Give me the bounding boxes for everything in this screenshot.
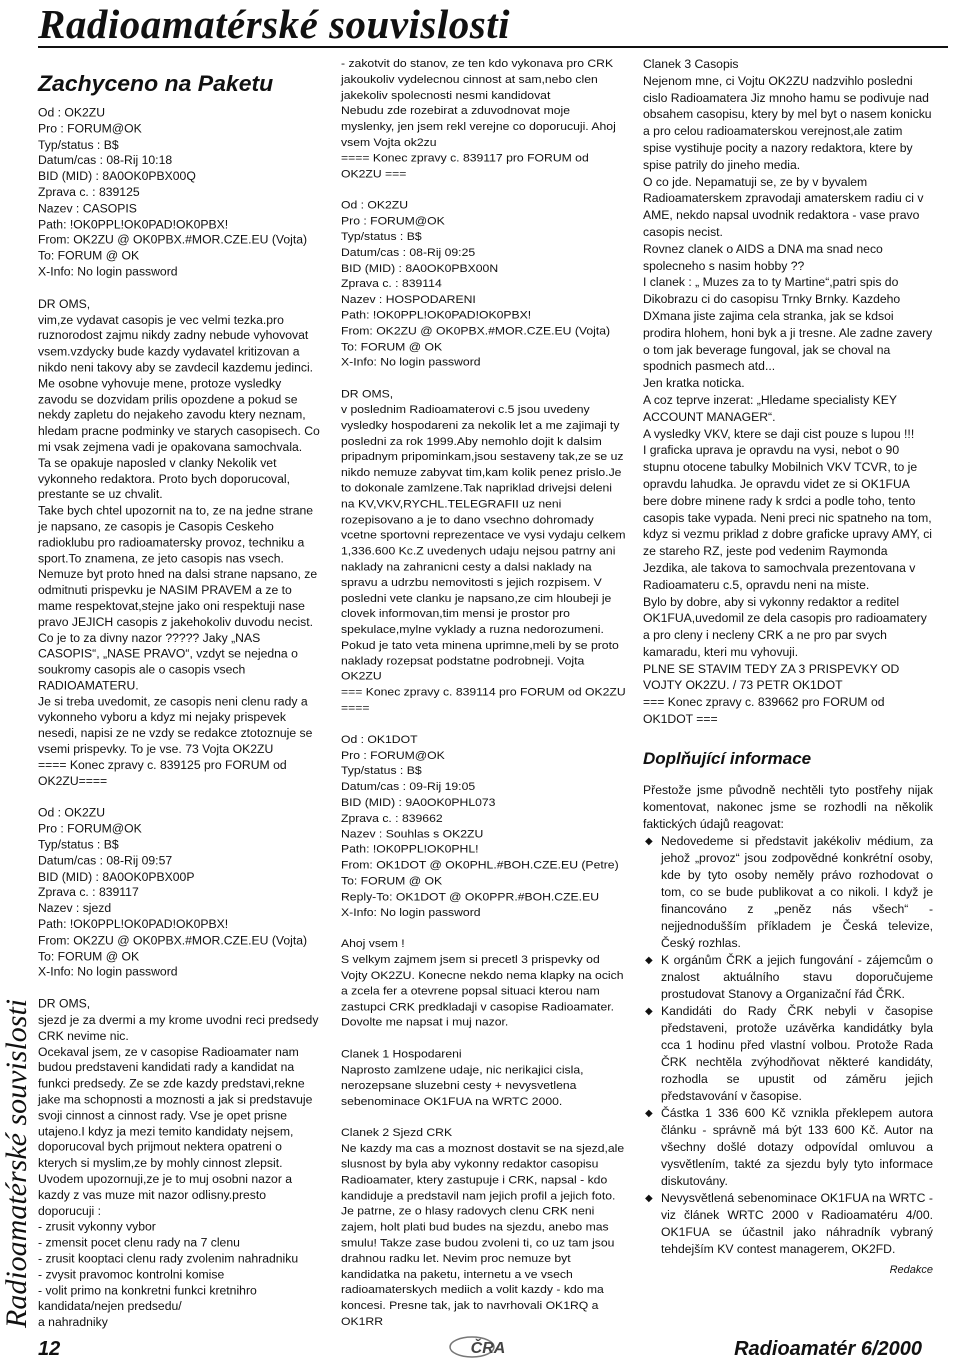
cra-logo-text: ČRA xyxy=(470,1340,506,1357)
column-3 xyxy=(643,56,933,1279)
message-body: - zakotvit do stanov, ze ten kdo vykonava pro CRK jakoukoliv vydelecnou cinnost at sam,nebo clen jakekoliv spolecnosti nesmi kandidovat Nebudu zde rozebirat a zduvodnovat moje myslenky, jen jsem rekl verejne co doporucuji. Ahoj vsem Vojta ok2zu ==== Konec zpravy c. 839117 pro FORUM od OK2ZU === xyxy=(341,56,616,180)
section-title: Zachyceno na Paketu xyxy=(38,71,274,96)
info-bullet-list xyxy=(643,833,933,1258)
diamond-bullet-icon: ◆ xyxy=(645,1005,653,1017)
side-label-text: Radioamatérské souvislosti xyxy=(0,998,33,1328)
message-header: Od : OK2ZU Pro : FORUM@OK Typ/status : B$ Datum/cas : 08-Rij 09:57 BID (MID) : 8A0OK0PBX00P Zprava c. : 839117 Nazev : sjezd Path: !OK0PPL!OK0PAD!OK0PBX! From: OK2ZU @ OK0PBX.#MOR.CZE.EU (Vojta) To: FORUM @ OK X-Info: No login password xyxy=(38,806,308,979)
column-2 xyxy=(341,56,626,1329)
message-body: Clanek 1 Hospodareni Naprosto zamlzene udaje, nic nerikajici cisla, nerozepsane sluzebni cesty + nevysvetlena sebenominace OK1FUA na WRTC 2000. xyxy=(341,1047,584,1108)
message-header: Od : OK2ZU Pro : FORUM@OK Typ/status : B$ Datum/cas : 08-Rij 09:25 BID (MID) : 8A0OK0PBX00N Zprava c. : 839114 Nazev : HOSPODARENI Path: !OK0PPL!OK0PAD!OK0PBX! From: OK2ZU @ OK0PBX.#MOR.CZE.EU (Vojta) To: FORUM @ OK X-Info: No login password xyxy=(341,198,611,369)
diamond-bullet-icon: ◆ xyxy=(645,835,653,847)
info-bullet: ◆ K orgánům ČRK a jejich fungování - zájemcům o znalost aktuálního stavu doporučujeme prostudovat Stanovy a Organizační řád ČRK. xyxy=(645,952,933,1001)
info-title: Doplňující informace xyxy=(643,748,812,768)
masthead xyxy=(38,2,948,46)
message-body: Clanek 2 Sjezd CRK Ne kazdy ma cas a moznost dostavit se na sjezd,ale slusnost by byla aby vykonny redaktor casopisu Radioamater, ktery zastupuje i CRK, napsal - kdo kandiduje a predstavil nam jejich profil a jejich foto. Je patrne, ze o hlasy radovych clenu CRK neni zajem, holt plati bud budes na sjezdu, anebo mas smulu! Takze zase budou zvoleni ti, co uz tam jsou drahnou radku let. Nevim proc nemuze byt kandidatka na paketu, internetu a ve vsech radioamaterskych mediich a volit kazdy - kdo ma koncesi. Presne tak, jak to navrhovali OK1RQ a OK1RR xyxy=(341,1126,625,1328)
message-body: Ahoj vsem ! S velkym zajmem jsem si precetl 3 prispevky od Vojty OK2ZU. Konecne nekdo nema klapky na ocich a zcela fer a otevrene popsal situaci kterou nam zastupci CRK predkladaji v casopise Radioamater. Dovolte me napsat i muj nazor. xyxy=(341,937,624,1029)
message-body: DR OMS, sjezd je za dvermi a my krome uvodni reci predsedy CRK nevime nic. Ocekaval jsem, ze v casopise Radioamater nam budou predstaveni kandidati rady a kandidat na funkci predsedy. Ze se zde kazdy predstavi,rekne jake ma schopnosti a moznosti a jak si predstavuje svoji cinnost a cinnost rady. Vse je opet prisne utajeno.I kdyz ja mezi temito kandidaty nejsem, doporucoval bych prijmout nektera opatreni o kterych si myslim,ze by mohly cinnost zlepsit. Uvodem upozornuji,ze je to muj osobni nazor a kazdy z vas muze mit nazor odlisny.presto doporucuji : - zrusit vykonny vybor - zmensit pocet clenu rady na 7 clenu - zrusit kooptaci clenu rady zvolenim nahradniku - zvysit pravomoc kontrolni komise - volit primo na konkretni funkci kretnihro kandidata/nejen predsedu/ a nahradniky xyxy=(38,997,319,1329)
signature: Redakce xyxy=(889,1263,933,1276)
message-body: Clanek 3 Casopis Nejenom mne, ci Vojtu OK2ZU nadzvihlo posledni cislo Radioamatera Jiz mnoho hamu se podivuje nad obsahem casopisu, ktery by mel byt o nasem konicku a pro celou radioamaterskou verejnost,ale zatim spise vystihuje pocity a nazory redaktora, ktere by spise patrily do jineho media. O co jde. Nepamatuji se, ze by v byvalem Radioamaterskem zpravodaji amaterskem radiu ci v AME, nekdo napsal uvodnik redaktora - vase pravo casopis necist. Rovnez clanek o AIDS a DNA ma snad neco spolecneho s nasim hobby ?? I clanek : „ Muzes za to ty Martine“,patri spis do Dikobrazu ci do casopisu Trnky Brnky. Kazdeho DXmana jiste zajima cela stranka, jak se kdsoi prodira hlohem, honi byk a ji tresne. Ale zadne zavery o tom jak beverage fungoval, jak se choval na spodnich pasmech atd... Jen kratka noticka. A coz teprve inzerat: „Hledame specialisty KEY ACCOUNT MANAGER“. A vysledky VKV, ktere se daji cist pouze s lupou !!! I graficka uprava je opravdu na vysi, nebot o 90 stupnu otocene tabulky Mobilnich VKV TCVR, to je opravdu lahudka. Je opravdu videt ze si OK1FUA bere dobre minene rady k srdci a podle toho, tento casopis take vypada. Neni preci nic spatneho na tom, kdyz si vezmu priklad z dobre graficke upravy AMY, ci ze stareho RZ, jeste pod vedenim Raymonda Jezdika, ale takova to samochvala prezentovana v Radioamateru c.5, opravdu neni na miste. Bylo by dobre, aby si vykonny redaktor a reditel OK1FUA,uvedomil ze dela casopis pro radioamatery a pro cleny i necleny CRK a ne pro par svych kamaradu, kteri mu vyhovuji. PLNE SE STAVIM TEDY ZA 3 PRISPEVKY OD VOJTY OK2ZU. / 73 PETR OK1DOT === Konec zpravy c. 839662 pro FORUM od OK1DOT === xyxy=(643,57,933,727)
cra-logo xyxy=(448,1336,528,1358)
info-bullet: ◆ Nedovedeme si představit jakékoliv médium, za jehož „provoz“ jsou zodpovědné konkrétní osoby, kde by tyto osoby neměly právo rozhodovat o tom, co se bude publikovat a co nikoli. I když je financováno z „peněz nás všech“ - nejjednodušším příkladem je Česká televize, Český rozhlas. xyxy=(645,833,933,950)
page-number: 12 xyxy=(38,1338,61,1360)
diamond-bullet-icon: ◆ xyxy=(645,1107,653,1119)
info-intro: Přestože jsme původně nechtěli tyto postřehy nijak komentovat, nakonec jsme se rozhodli na několik faktických údajů reagovat: xyxy=(643,782,933,831)
message-body: DR OMS, vim,ze vydavat casopis je vec velmi tezka.pro ruznorodost zajmu nikdy zadny nebude vyhovovat vsem.vzdycky bude kazdy vydavatel kritizovan a nikdo neni takovy aby se zavdecil kazdemu jedinci. Me osobne vyhovuje mene, protoze vysledky zavodu se dozvidam prilis opozdene a pokud se nekdy zapletu do nejakeho zavodu ktery neznam, hledam pracne podminky ve starych casopisech. Co mi vsak zejmena vadi je opakovana samochvala. Ta se opakuje naposled v clanky Nekolik vet vykonneho redaktora. Proto bych doporucoval, prestante se uz chvalit. Take bych chtel upozornit na to, ze na jedne strane je napsano, ze casopis je Casopis Ceskeho radioklubu pro radioamatersky provoz, techniku a sport.To znamena, ze jeto casopis nas vsech. Nemuze byt proto hned na dalsi strane napsano, ze odmitnuti prispevku je NASIM PRAVEM a ze to mame respektovat,stejne jako oni respektuji nase pravo JEJICH casopis z jakehokoliv duvodu necist. Co je to za divny nazor ????? Jaky „NAS CASOPIS“, „NASE PRAVO“, vzdyt se nejedna o soukromy casopis ale o casopis vsech RADIOAMATERU. Je si treba uvedomit, ze casopis neni clenu rady a vykonneho vyboru a kdyz mi nejaky prispevek nesedi, napisi ze ne vzdy se redakce ztotoznuje se vsemi prispevky. To je vse. 73 Vojta OK2ZU ==== Konec zpravy c. 839125 pro FORUM od OK2ZU==== xyxy=(38,297,320,788)
column-1 xyxy=(38,56,323,1331)
message-header: Od : OK2ZU Pro : FORUM@OK Typ/status : B$ Datum/cas : 08-Rij 10:18 BID (MID) : 8A0OK0PBX00Q Zprava c. : 839125 Nazev : CASOPIS Path: !OK0PPL!OK0PAD!OK0PBX! From: OK2ZU @ OK0PBX.#MOR.CZE.EU (Vojta) To: FORUM @ OK X-Info: No login password xyxy=(38,106,308,279)
magazine-issue: Radioamatér 6/2000 xyxy=(734,1338,922,1360)
side-label xyxy=(0,880,36,1330)
diamond-bullet-icon: ◆ xyxy=(645,1192,653,1204)
info-bullet: ◆ Nevysvětlená sebenominace OK1FUA na WRTC - viz článek WRTC 2000 v Radioamatéru 4/00. OK1FUA se účastnil jako náhradník vybraný tehdejším KV contest managerem, OK2FD. xyxy=(645,1190,933,1256)
message-body: DR OMS, v poslednim Radioamaterovi c.5 jsou uvedeny vysledky hospodareni za nekolik let a me zajimaji ty posledni za rok 1999.Aby nemohlo dojit k dalsim pripadnym pripominkam,jsou sestaveny tak,ze se uz nikdo nemuze zabyvat tim,kam kolik penez prislo.Je to dokonale zamlzene.Tak napriklad drivejsi deleni na KV,VKV,RYCHL.TELEGRAFII uz neni rozepisovano a je to dano vsechno dohromady vcetne sportovni reprezentace ve vysi vydaju celkem 1,336.600 Kc.Z uvedenych udaju nejsou patrny ani naklady na zahranicni cesty a dalsi naklady na spravu a udrzbu nemovitosti s jejich rozpisem. V posledni vete clanku je napsano,ze cim hloubeji je clovek informovan,tim mensi je prostor pro spekulace,mylne vyklady a ruzna nedorozumeni. Pokud je tato veta minena uprimne,meli by se proto naklady rozepsat podstatne podrobneji. Vojta OK2ZU === Konec zpravy c. 839114 pro FORUM od OK2ZU ==== xyxy=(341,387,626,715)
info-bullet: ◆ Kandidáti do Rady ČRK nebyli v časopise představeni, protože uzávěrka kandidátky byla cca 1 hodinu před vlastní volbou. Protože Rada ČRK nechtěla zvýhodňovat některé kandidáty, rozhodla se upustit od záměru jejich představování v časopise. xyxy=(645,1003,933,1103)
page-footer xyxy=(38,1338,922,1360)
info-bullet: ◆ Částka 1 336 600 Kč vznikla překlepem autora článku - správně má být 133 600 Kč. Autor na všechny došlé dotazy odpovídal omluvou a vysvětlením, takté za sjezdu byly tyto informace diskutovány. xyxy=(645,1105,933,1188)
publication-title: Radioamatérské souvislosti xyxy=(38,1,511,47)
masthead-rule xyxy=(38,46,948,48)
diamond-bullet-icon: ◆ xyxy=(645,954,653,966)
message-header: Od : OK1DOT Pro : FORUM@OK Typ/status : B$ Datum/cas : 09-Rij 19:05 BID (MID) : 9A0OK0PHL073 Zprava c. : 839662 Nazev : Souhlas s OK2ZU Path: !OK0PPL!OK0PHL! From: OK1DOT @ OK0PHL.#BOH.CZE.EU (Petre) To: FORUM @ OK Reply-To: OK1DOT @ OK0PPR.#BOH.CZE.EU X-Info: No login password xyxy=(341,732,619,919)
